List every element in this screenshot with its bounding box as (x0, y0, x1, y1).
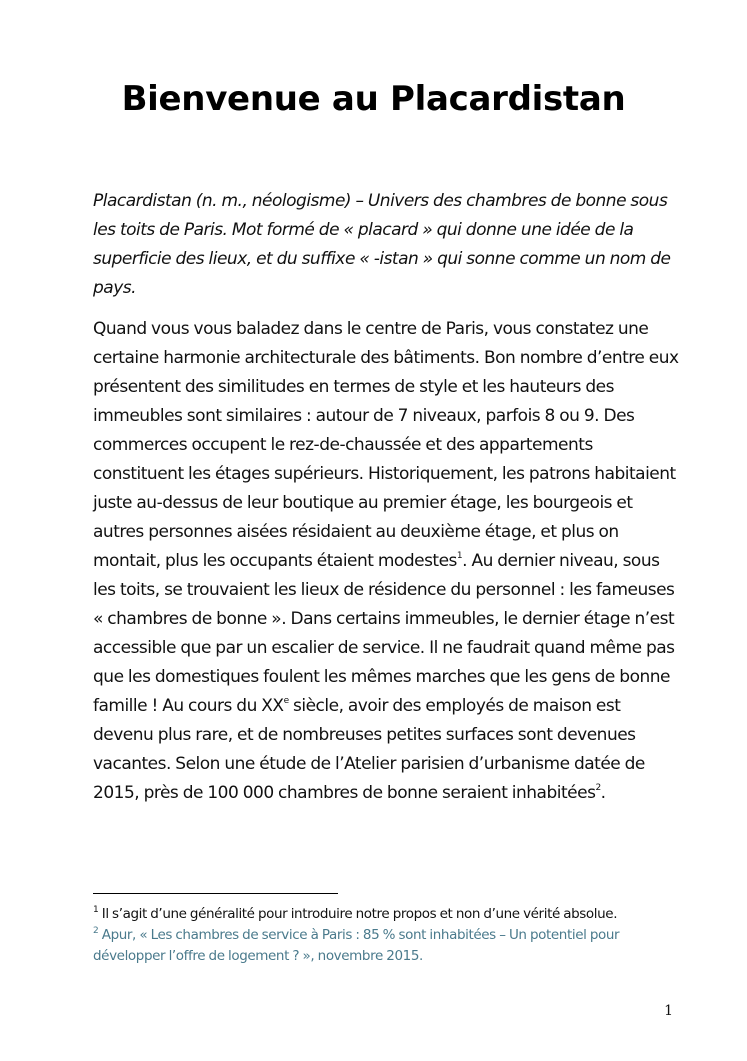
main-paragraph-text-2: . Au dernier niveau, sous les toits, se trouvaient les lieux de résidence du personnel : les fameuses « chambres de bonne ». Dans certains immeubles, le dernier étage n’est accessible que par un escalier de service. Il ne faudrait quand même pas que les domestiques foulent les mêmes marches que les gens de bonne famille ! Au cours du XX (93, 551, 675, 716)
main-paragraph-text-4: . (600, 783, 606, 803)
main-paragraph-text-1: Quand vous vous baladez dans le centre de Paris, vous constatez une certaine harmonie architecturale des bâtiments. Bon nombre d’entre eux présentent des similitudes en termes de style et les hauteurs des immeubles sont similaires : autour de 7 niveaux, parfois 8 ou 9. Des commerces occupent le rez-de-chaussée et des appartements constituent les étages supérieurs. Historiquement, les patrons habitaient juste au-dessus de leur boutique au premier étage, les bourgeois et autres personnes aisées résidaient au deuxième étage, et plus on montait, plus les occupants étaient modestes (93, 319, 679, 571)
page-number: 1 (664, 1003, 673, 1019)
footnote-2-link-text[interactable]: Apur, « Les chambres de service à Paris : 85 % sont inhabitées – Un potentiel pour développer l’offre de logement ? », novembre 2015. (93, 927, 620, 964)
footnote-ref-1[interactable]: 1 (456, 551, 463, 561)
footnote-2-number: 2 (93, 926, 99, 936)
footnotes (93, 904, 673, 967)
footnote-separator (93, 893, 338, 894)
page-title: Bienvenue au Placardistan (121, 79, 626, 119)
footnote-1-number: 1 (93, 905, 99, 915)
footnote-1 (93, 904, 673, 925)
footnote-ref-2[interactable]: 2 (595, 783, 601, 793)
main-paragraph-text-3: siècle, avoir des employés de maison est devenu plus rare, et de nombreuses petites surfaces sont devenues vacantes. Selon une étude de l’Atelier parisien d’urbanisme datée de 2015, près de 100 000 chambres de bonne seraient inhabitées (93, 696, 645, 803)
footnote-1-text: Il s’agit d’une généralité pour introduire notre propos et non d’une vérité absolue. (101, 906, 618, 922)
main-paragraph (93, 315, 683, 808)
definition-paragraph: Placardistan (n. m., néologisme) – Univers des chambres de bonne sous les toits de Paris. Mot formé de « placard » qui donne une idée de la superficie des lieux, et du suffixe « -istan » qui sonne comme un nom de pays. (93, 191, 671, 298)
footnote-2[interactable] (93, 925, 673, 967)
century-superscript: e (283, 696, 289, 706)
